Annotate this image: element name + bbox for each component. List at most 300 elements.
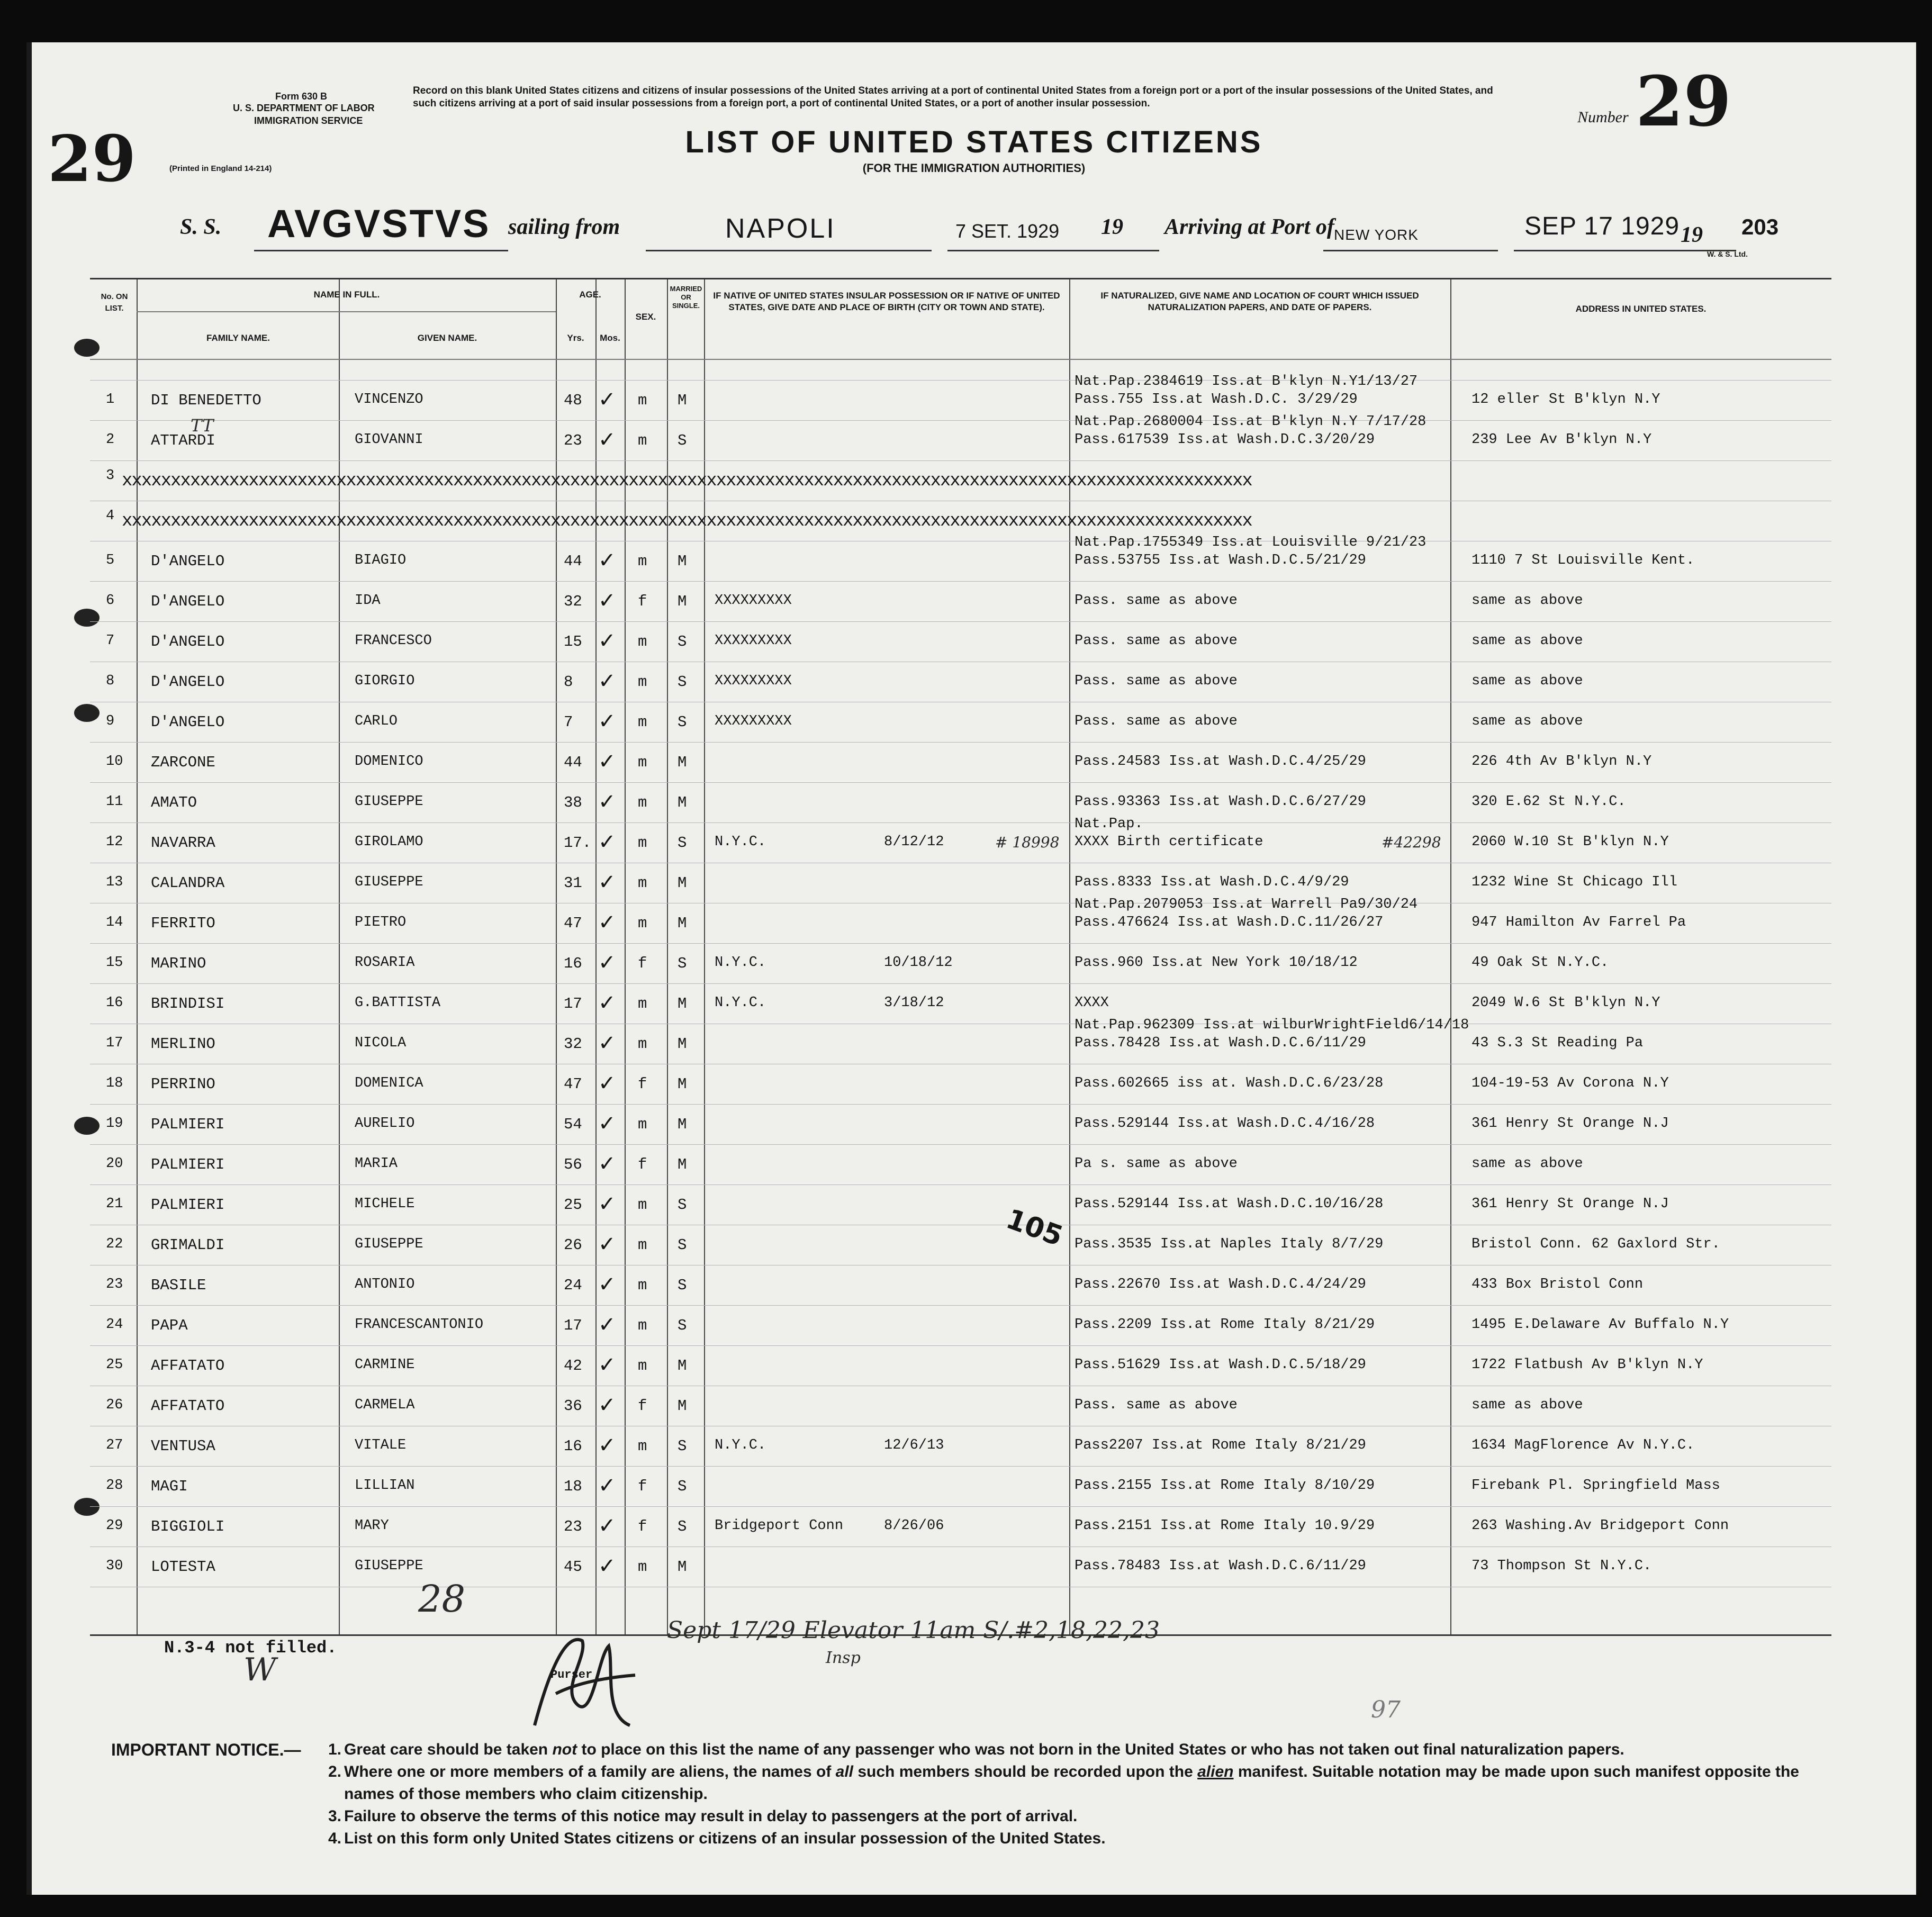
birth-date: 3/18/12: [884, 995, 944, 1011]
family-name: D'ANGELO: [151, 593, 225, 610]
us-address: 361 Henry St Orange N.J: [1471, 1116, 1669, 1132]
row-number: 8: [106, 673, 115, 689]
naturalization-papers: Nat.Pap.1755349 Iss.at Louisville 9/21/23: [1075, 535, 1427, 550]
inspection-note: Sept 17/29 Elevator 11am S/.#2,18,22,23: [667, 1617, 1160, 1644]
given-name: FRANCESCO: [355, 633, 432, 649]
us-address: 104-19-53 Av Corona N.Y: [1471, 1075, 1669, 1091]
sex: m: [638, 1035, 647, 1053]
given-name: FRANCESCANTONIO: [355, 1317, 484, 1333]
sex: m: [638, 713, 647, 731]
sailing-port: NAPOLI: [725, 213, 836, 244]
row-number: 14: [106, 915, 123, 930]
family-name: MERLINO: [151, 1035, 215, 1053]
age-years: 23: [564, 432, 582, 449]
sex: m: [638, 915, 647, 932]
age-years: 54: [564, 1116, 582, 1133]
printer-mark: W. & S. Ltd.: [1707, 250, 1748, 258]
row-number: 18: [106, 1075, 123, 1091]
us-address: same as above: [1471, 1397, 1583, 1413]
notice-text: 2.: [328, 1763, 342, 1780]
row-number: 2: [106, 432, 115, 448]
sex: f: [638, 1518, 647, 1535]
age-years: 15: [564, 633, 582, 650]
passport-info: Pass.2209 Iss.at Rome Italy 8/21/29: [1075, 1317, 1375, 1333]
check-mark: ✓: [598, 1272, 616, 1297]
ss-label: S. S.: [180, 215, 222, 239]
given-name: MICHELE: [355, 1196, 415, 1212]
given-name: GIUSEPPE: [355, 1236, 423, 1252]
notice-text: List on this form only United States citizens or citizens of an insular possession of the United States.: [344, 1830, 1106, 1847]
age-years: 17.: [564, 834, 592, 852]
passport-info: Pass2207 Iss.at Rome Italy 8/21/29: [1075, 1437, 1366, 1453]
birth-place: XXXXXXXXX: [715, 593, 792, 609]
passport-info: Pass. same as above: [1075, 713, 1238, 729]
marital-status: M: [678, 915, 687, 932]
age-years: 26: [564, 1236, 582, 1254]
us-address: 2049 W.6 St B'klyn N.Y: [1471, 995, 1660, 1011]
given-name: ROSARIA: [355, 955, 415, 971]
us-address: 433 Box Bristol Conn: [1471, 1277, 1644, 1292]
sex: f: [638, 1478, 647, 1495]
sex: m: [638, 673, 647, 691]
naturalization-papers: Nat.Pap.2680004 Iss.at B'klyn N.Y 7/17/28: [1075, 414, 1427, 430]
us-address: 49 Oak St N.Y.C.: [1471, 955, 1609, 971]
given-name: GIUSEPPE: [355, 874, 423, 890]
sex: f: [638, 955, 647, 972]
age-years: 7: [564, 713, 573, 731]
family-name: BIGGIOLI: [151, 1518, 225, 1535]
check-mark: ✓: [598, 790, 616, 814]
passport-info: Pass.51629 Iss.at Wash.D.C.5/18/29: [1075, 1357, 1366, 1373]
us-address: 361 Henry St Orange N.J: [1471, 1196, 1669, 1212]
age-years: 31: [564, 874, 582, 892]
notice-text: all: [835, 1763, 853, 1780]
age-years: 47: [564, 1075, 582, 1093]
not-filled-note: N.3-4 not filled.: [164, 1638, 337, 1658]
check-mark: ✓: [598, 1313, 616, 1337]
birth-place: N.Y.C.: [715, 1437, 766, 1453]
inspection-note-2: Insp: [826, 1649, 861, 1667]
family-name: ATTARDI: [151, 432, 215, 449]
given-name: G.BATTISTA: [355, 995, 441, 1011]
check-mark: ✓: [598, 951, 616, 975]
row-number: 7: [106, 633, 115, 649]
age-years: 23: [564, 1518, 582, 1535]
col-yrs: Yrs.: [567, 333, 584, 343]
notice-text: such members should be recorded upon the: [853, 1763, 1198, 1780]
us-address: Firebank Pl. Springfield Mass: [1471, 1478, 1720, 1494]
purser-label: Purser: [550, 1668, 593, 1681]
col-married-single: MARRIED OR SINGLE.: [670, 285, 702, 310]
us-address: 947 Hamilton Av Farrel Pa: [1471, 915, 1686, 930]
notice-text: Great care should be taken: [344, 1741, 553, 1758]
passport-info: Pass.529144 Iss.at Wash.D.C.10/16/28: [1075, 1196, 1384, 1212]
passport-info: Pass.8333 Iss.at Wash.D.C.4/9/29: [1075, 874, 1349, 890]
row-number: 20: [106, 1156, 123, 1172]
us-address: 239 Lee Av B'klyn N.Y: [1471, 432, 1652, 448]
notice-text: Failure to observe the terms of this notice may result in delay to passengers at the port of arrival.: [344, 1807, 1078, 1825]
passport-info: Pass. same as above: [1075, 673, 1238, 689]
family-name: LOTESTA: [151, 1558, 215, 1576]
given-name: BIAGIO: [355, 553, 407, 568]
check-mark: ✓: [598, 1192, 616, 1216]
row-number: 1: [106, 392, 115, 408]
us-address: same as above: [1471, 633, 1583, 649]
family-name: D'ANGELO: [151, 553, 225, 570]
given-name: GIROLAMO: [355, 834, 423, 850]
check-mark: ✓: [598, 1111, 616, 1136]
passport-info: Pass.2151 Iss.at Rome Italy 10.9/29: [1075, 1518, 1375, 1534]
family-name: BASILE: [151, 1277, 206, 1294]
given-name: DOMENICO: [355, 754, 423, 770]
us-address: 1722 Flatbush Av B'klyn N.Y: [1471, 1357, 1703, 1373]
us-address: 263 Washing.Av Bridgeport Conn: [1471, 1518, 1729, 1534]
naturalization-papers: Nat.Pap.962309 Iss.at wilburWrightField6/14/18: [1075, 1017, 1469, 1033]
age-years: 17: [564, 995, 582, 1012]
us-address: same as above: [1471, 1156, 1583, 1172]
passport-info: Pass.617539 Iss.at Wash.D.C.3/20/29: [1075, 432, 1375, 448]
marital-status: M: [678, 995, 687, 1012]
given-name: MARY: [355, 1518, 389, 1534]
naturalization-papers: Nat.Pap.2079053 Iss.at Warrell Pa9/30/24: [1075, 897, 1418, 912]
age-years: 56: [564, 1156, 582, 1173]
row-number: 30: [106, 1558, 123, 1574]
given-name: NICOLA: [355, 1035, 407, 1051]
check-mark: ✓: [598, 629, 616, 653]
check-mark: ✓: [598, 991, 616, 1015]
sex: f: [638, 1075, 647, 1093]
marital-status: S: [678, 1196, 687, 1214]
given-name: GIORGIO: [355, 673, 415, 689]
family-name: D'ANGELO: [151, 713, 225, 731]
naturalization-papers: Nat.Pap.2384619 Iss.at B'klyn N.Y1/13/27: [1075, 374, 1418, 390]
us-address: 73 Thompson St N.Y.C.: [1471, 1558, 1652, 1574]
marital-status: M: [678, 1558, 687, 1576]
family-name: VENTUSA: [151, 1437, 215, 1455]
marital-status: M: [678, 593, 687, 610]
row-number: 19: [106, 1116, 123, 1132]
family-name: MAGI: [151, 1478, 188, 1495]
arriving-label: Arriving at Port of: [1164, 215, 1334, 239]
arrival-port: NEW YORK: [1334, 227, 1419, 243]
naturalization-papers: Nat.Pap.: [1075, 816, 1143, 832]
check-mark: ✓: [598, 870, 616, 894]
passenger-table: [90, 278, 1831, 1636]
notice-text: manifest. Suitable notation may be made upon such manifest opposite the names of those members who claim citizenship.: [344, 1763, 1799, 1803]
family-name: ZARCONE: [151, 754, 215, 771]
passport-info: XXXX: [1075, 995, 1109, 1011]
birth-date: 12/6/13: [884, 1437, 944, 1453]
passport-info: Pass. same as above: [1075, 1397, 1238, 1413]
marital-status: M: [678, 392, 687, 409]
service-label: IMMIGRATION SERVICE: [254, 115, 363, 126]
age-years: 45: [564, 1558, 582, 1576]
sex: f: [638, 593, 647, 610]
us-address: Bristol Conn. 62 Gaxlord Str.: [1471, 1236, 1720, 1252]
row-number: 3: [106, 468, 115, 484]
initials-mid: 28: [418, 1577, 466, 1621]
birth-date: 10/18/12: [884, 955, 953, 971]
notice-label: IMPORTANT NOTICE.—: [111, 1740, 301, 1759]
given-name: LILLIAN: [355, 1478, 415, 1494]
family-name: AFFATATO: [151, 1357, 225, 1375]
age-years: 47: [564, 915, 582, 932]
sex: m: [638, 995, 647, 1012]
given-name: DOMENICA: [355, 1075, 423, 1091]
passport-info: Pass.78428 Iss.at Wash.D.C.6/11/29: [1075, 1035, 1366, 1051]
check-mark: ✓: [598, 749, 616, 774]
row-number: 10: [106, 754, 123, 770]
passport-info: Pass.78483 Iss.at Wash.D.C.6/11/29: [1075, 1558, 1366, 1574]
check-mark: ✓: [598, 548, 616, 573]
passport-info: Pass.960 Iss.at New York 10/18/12: [1075, 955, 1358, 971]
col-name-in-full: NAME IN FULL.: [313, 290, 380, 300]
given-name: GIOVANNI: [355, 432, 423, 448]
sex: f: [638, 1397, 647, 1415]
check-mark: ✓: [598, 1152, 616, 1176]
us-address: 1634 MagFlorence Av N.Y.C.: [1471, 1437, 1695, 1453]
passport-info: Pass.476624 Iss.at Wash.D.C.11/26/27: [1075, 915, 1384, 930]
marital-status: S: [678, 955, 687, 972]
marital-status: M: [678, 794, 687, 811]
passport-info: Pass.24583 Iss.at Wash.D.C.4/25/29: [1075, 754, 1366, 770]
notice-item: [328, 1761, 1831, 1805]
family-name: NAVARRA: [151, 834, 215, 852]
marital-status: M: [678, 1397, 687, 1415]
passport-info: Pass.529144 Iss.at Wash.D.C.4/16/28: [1075, 1116, 1375, 1132]
us-address: same as above: [1471, 593, 1583, 609]
notice-text: alien: [1197, 1763, 1234, 1780]
given-name: CARMINE: [355, 1357, 415, 1373]
sex: m: [638, 1116, 647, 1133]
family-name: GRIMALDI: [151, 1236, 225, 1254]
marital-status: M: [678, 1156, 687, 1173]
us-address: 2060 W.10 St B'klyn N.Y: [1471, 834, 1669, 850]
marital-status: S: [678, 1317, 687, 1334]
sex: m: [638, 754, 647, 771]
passport-info: Pa s. same as above: [1075, 1156, 1238, 1172]
sex: m: [638, 874, 647, 892]
check-mark: ✓: [598, 589, 616, 613]
attardi-correction: TT: [191, 415, 214, 436]
us-address: 43 S.3 St Reading Pa: [1471, 1035, 1644, 1051]
form-number: Form 630 B: [275, 91, 328, 102]
row-number: 16: [106, 995, 123, 1011]
sheet-number-left: 29: [48, 122, 136, 196]
year-label: 19: [1101, 215, 1123, 239]
family-name: PAPA: [151, 1317, 188, 1334]
cert-number-b: #42298: [1382, 834, 1441, 851]
row-number: 21: [106, 1196, 123, 1212]
sex: m: [638, 1277, 647, 1294]
sex: m: [638, 1437, 647, 1455]
age-years: 16: [564, 1437, 582, 1455]
passport-info: Pass. same as above: [1075, 633, 1238, 649]
manifest-sheet: [26, 42, 1916, 1895]
marital-status: S: [678, 1478, 687, 1495]
page-title: LIST OF UNITED STATES CITIZENS: [685, 125, 1263, 159]
passport-info: Pass.755 Iss.at Wash.D.C. 3/29/29: [1075, 392, 1358, 408]
row-number: 24: [106, 1317, 123, 1333]
given-name: GIUSEPPE: [355, 794, 423, 810]
given-name: CARMELA: [355, 1397, 415, 1413]
check-mark: ✓: [598, 709, 616, 734]
sex: m: [638, 834, 647, 852]
notice-text: 4.: [328, 1830, 342, 1847]
notice-item: [328, 1828, 1831, 1850]
check-mark: ✓: [598, 910, 616, 935]
given-name: VITALE: [355, 1437, 407, 1453]
department-label: U. S. DEPARTMENT OF LABOR: [233, 103, 375, 113]
birth-place: N.Y.C.: [715, 955, 766, 971]
family-name: MARINO: [151, 955, 206, 972]
important-notice: [111, 1739, 1831, 1850]
check-mark: ✓: [598, 669, 616, 693]
notice-text: Where one or more members of a family are aliens, the names of: [344, 1763, 836, 1780]
marital-status: S: [678, 1437, 687, 1455]
row-number: 17: [106, 1035, 123, 1051]
sex: m: [638, 392, 647, 409]
us-address: same as above: [1471, 673, 1583, 689]
cancelled-row: xxxxxxxxxxxxxxxxxxxxxxxxxxxxxxxxxxxxxxxxxxxxxxxxxxxxxxxxxxxxxxxxxxxxxxxxxxxxxxxxxxxxxxxxxxxxxxxxxxxxxxxxxxxxxxxxxxxx: [122, 511, 1252, 531]
check-mark: ✓: [598, 1433, 616, 1458]
row-number: 12: [106, 834, 123, 850]
family-name: PALMIERI: [151, 1156, 225, 1173]
us-address: 12 eller St B'klyn N.Y: [1471, 392, 1660, 408]
sex: m: [638, 1196, 647, 1214]
passport-info: Pass.53755 Iss.at Wash.D.C.5/21/29: [1075, 553, 1366, 568]
family-name: AFFATATO: [151, 1397, 225, 1415]
marital-status: M: [678, 1116, 687, 1133]
sex: m: [638, 432, 647, 449]
page-mark: 97: [1371, 1696, 1401, 1723]
col-no-on-list: No. ON LIST.: [101, 292, 128, 313]
row-number: 27: [106, 1437, 123, 1453]
row-number: 25: [106, 1357, 123, 1373]
row-number: 6: [106, 593, 115, 609]
family-name: PALMIERI: [151, 1116, 225, 1133]
marital-status: M: [678, 1035, 687, 1053]
birth-place: N.Y.C.: [715, 834, 766, 850]
sex: f: [638, 1156, 647, 1173]
family-name: FERRITO: [151, 915, 215, 932]
sailing-date: 7 SET. 1929: [955, 220, 1060, 242]
us-address: same as above: [1471, 713, 1583, 729]
family-name: PERRINO: [151, 1075, 215, 1093]
given-name: GIUSEPPE: [355, 1558, 423, 1574]
marital-status: S: [678, 1518, 687, 1535]
marital-status: M: [678, 754, 687, 771]
age-years: 17: [564, 1317, 582, 1334]
marital-status: M: [678, 1357, 687, 1375]
passport-info: Pass. same as above: [1075, 593, 1238, 609]
age-years: 24: [564, 1277, 582, 1294]
given-name: CARLO: [355, 713, 398, 729]
given-name: VINCENZO: [355, 392, 423, 408]
check-mark: ✓: [598, 1554, 616, 1578]
age-years: 25: [564, 1196, 582, 1214]
sex: m: [638, 1236, 647, 1254]
stamp-105: 105: [1002, 1203, 1067, 1253]
notice-text: 3.: [328, 1807, 342, 1825]
initials-left: W: [243, 1651, 276, 1688]
birth-date: 8/12/12: [884, 834, 944, 850]
row-number: 22: [106, 1236, 123, 1252]
check-mark: ✓: [598, 1473, 616, 1498]
check-mark: ✓: [598, 1071, 616, 1096]
marital-status: M: [678, 553, 687, 570]
age-years: 38: [564, 794, 582, 811]
sex: m: [638, 1558, 647, 1576]
marital-status: S: [678, 1236, 687, 1254]
age-years: 44: [564, 754, 582, 771]
check-mark: ✓: [598, 1393, 616, 1417]
age-years: 18: [564, 1478, 582, 1495]
col-sex: SEX.: [635, 312, 656, 322]
check-mark: ✓: [598, 1514, 616, 1538]
birth-place: XXXXXXXXX: [715, 713, 792, 729]
birth-place: N.Y.C.: [715, 995, 766, 1011]
passport-info: Pass.3535 Iss.at Naples Italy 8/7/29: [1075, 1236, 1384, 1252]
col-naturalization: IF NATURALIZED, GIVE NAME AND LOCATION OF COURT WHICH ISSUED NATURALIZATION PAPERS, AND DATE OF PAPERS.: [1100, 291, 1419, 312]
check-mark: ✓: [598, 1232, 616, 1256]
sailing-from-label: sailing from: [508, 215, 620, 239]
year-label-2: 19: [1681, 223, 1703, 247]
cancelled-row: xxxxxxxxxxxxxxxxxxxxxxxxxxxxxxxxxxxxxxxxxxxxxxxxxxxxxxxxxxxxxxxxxxxxxxxxxxxxxxxxxxxxxxxxxxxxxxxxxxxxxxxxxxxxxxxxxxxx: [122, 471, 1252, 491]
marital-status: S: [678, 673, 687, 691]
row-number: 13: [106, 874, 123, 890]
record-instructions: Record on this blank United States citizens and citizens of insular possessions of the United States arriving at a port of continental United States from a foreign port or a port of the insular possessions of the United States, and such citizens arriving at a port of said insular possessions from a foreign port, a port of continental United States, or a port of another insular possession.: [413, 85, 1493, 109]
us-address: 1110 7 St Louisville Kent.: [1471, 553, 1695, 568]
passport-info: XXXX Birth certificate: [1075, 834, 1263, 850]
sex: m: [638, 794, 647, 811]
marital-status: M: [678, 874, 687, 892]
given-name: AURELIO: [355, 1116, 415, 1132]
family-name: AMATO: [151, 794, 197, 811]
given-name: PIETRO: [355, 915, 407, 930]
printed-note: (Printed in England 14-214): [169, 164, 272, 173]
row-number: 9: [106, 713, 115, 729]
row-number: 26: [106, 1397, 123, 1413]
marital-status: M: [678, 1075, 687, 1093]
us-address: 320 E.62 St N.Y.C.: [1471, 794, 1626, 810]
age-years: 16: [564, 955, 582, 972]
age-years: 42: [564, 1357, 582, 1375]
notice-text: 1.: [328, 1741, 342, 1758]
row-number: 15: [106, 955, 123, 971]
marital-status: S: [678, 633, 687, 650]
given-name: IDA: [355, 593, 381, 609]
check-mark: ✓: [598, 1031, 616, 1055]
sex: m: [638, 553, 647, 570]
arrival-date: SEP 17 1929: [1524, 212, 1680, 240]
age-years: 8: [564, 673, 573, 691]
family-name: PALMIERI: [151, 1196, 225, 1214]
check-mark: ✓: [598, 830, 616, 854]
family-name: D'ANGELO: [151, 633, 225, 650]
passport-info: Pass.22670 Iss.at Wash.D.C.4/24/29: [1075, 1277, 1366, 1292]
passport-info: Pass.602665 iss at. Wash.D.C.6/23/28: [1075, 1075, 1384, 1091]
given-name: ANTONIO: [355, 1277, 415, 1292]
marital-status: S: [678, 432, 687, 449]
birth-date: 8/26/06: [884, 1518, 944, 1534]
birth-place: Bridgeport Conn: [715, 1518, 844, 1534]
age-years: 48: [564, 392, 582, 409]
marital-status: S: [678, 713, 687, 731]
passport-info: Pass.93363 Iss.at Wash.D.C.6/27/29: [1075, 794, 1366, 810]
sex: m: [638, 1357, 647, 1375]
number-label: Number: [1577, 108, 1629, 126]
